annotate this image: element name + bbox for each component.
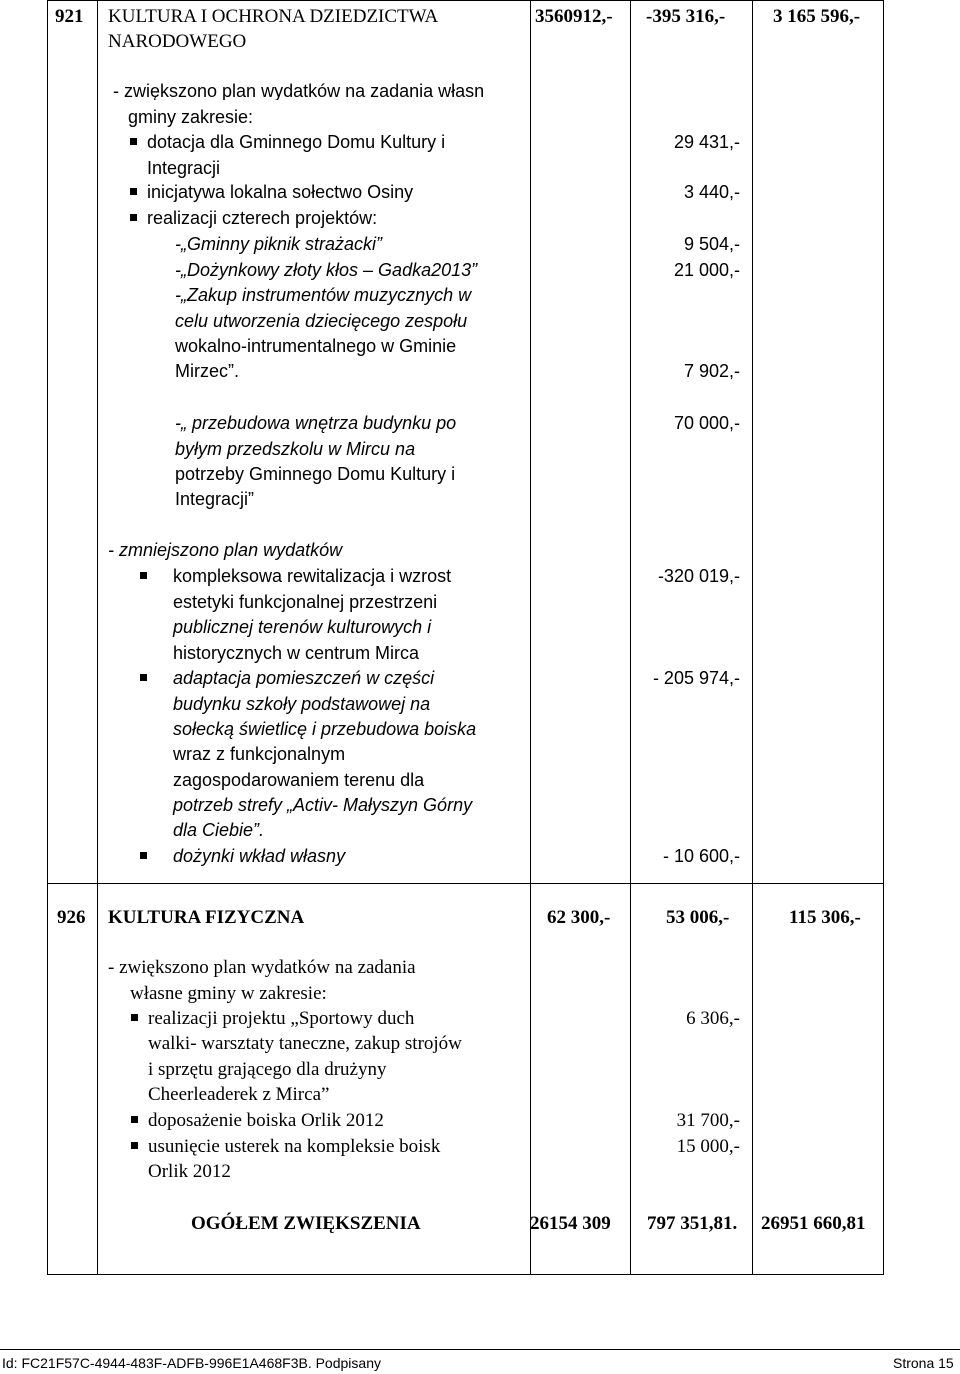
rebuild-line3: potrzeby Gminnego Domu Kultury i: [175, 464, 456, 484]
col-divider-description: [530, 0, 531, 1275]
section-921-title-line1: KULTURA I OCHRONA DZIEDZICTWA: [108, 6, 439, 27]
table-divider-sections: [47, 883, 884, 884]
section-921-title-line2: NARODOWEGO: [108, 31, 247, 52]
project-instrumenty-line4: Mirzec”.: [175, 361, 239, 381]
project-piknik: -„Gminny piknik strażacki”: [175, 234, 383, 254]
bullet-icon: [130, 138, 137, 145]
section-921-plan: 3560912,-: [535, 6, 613, 27]
col-divider-change: [752, 0, 753, 1275]
item-orlik-doposazenie: doposażenie boiska Orlik 2012: [148, 1110, 384, 1131]
rebuild-value: 70 000,-: [673, 413, 740, 433]
total-label: OGÓŁEM ZWIĘKSZENIA: [191, 1213, 421, 1234]
item-dotacja-line2: Integracji: [147, 158, 221, 178]
decrease-rewitalizacja-line2: estetyki funkcjonalnej przestrzeni: [173, 592, 438, 612]
footer-separator: [0, 1349, 960, 1350]
item-sportowy-duch-value: 6 306,-: [686, 1008, 740, 1029]
decrease-dozynki: dożynki wkład własny: [173, 846, 346, 866]
rebuild-line2: byłym przedszkolu w Mircu na: [175, 439, 416, 459]
table-left-border: [47, 0, 48, 1275]
bullet-icon: [140, 852, 147, 859]
decrease-adaptacja-line3: sołecką świetlicę i przebudowa boiska: [173, 719, 477, 739]
section-926-after: 115 306,-: [789, 907, 861, 928]
project-instrumenty-value: 7 902,-: [683, 361, 740, 381]
decrease-adaptacja-line2: budynku szkoły podstawowej na: [173, 694, 431, 714]
project-instrumenty-line3: wokalno-intrumentalnego w Gminie: [175, 336, 457, 356]
section-926-code: 926: [57, 907, 86, 928]
section-921-code: 921: [55, 6, 84, 27]
bullet-icon: [140, 674, 147, 681]
footer-document-id: Id: FC21F57C-4944-483F-ADFB-996E1A468F3B. Podpisany: [2, 1355, 381, 1371]
rebuild-line4: Integracji”: [175, 489, 255, 509]
decrease-dozynki-value: - 10 600,-: [662, 846, 740, 866]
item-inicjatywa-value: 3 440,-: [683, 182, 740, 202]
total-after: 26951 660,81: [761, 1213, 866, 1234]
decrease-adaptacja-line1: adaptacja pomieszczeń w części: [173, 668, 435, 688]
project-dozynkowy: -„Dożynkowy złoty kłos – Gadka2013”: [175, 260, 478, 280]
col-divider-code: [97, 0, 98, 1275]
item-orlik-usterki-value: 15 000,-: [676, 1136, 740, 1157]
decrease-adaptacja-line6: potrzeb strefy „Activ- Małyszyn Górny: [173, 795, 473, 815]
bullet-icon: [131, 1116, 138, 1123]
table-top-border: [47, 0, 884, 1]
col-divider-plan: [630, 0, 631, 1275]
item-sportowy-duch-line3: i sprzętu grającego dla drużyny: [148, 1059, 387, 1080]
section-926-intro-line1: - zwiększono plan wydatków na zadania: [108, 957, 416, 978]
bullet-icon: [130, 214, 137, 221]
project-piknik-value: 9 504,-: [683, 234, 740, 254]
item-orlik-usterki-line2: Orlik 2012: [148, 1161, 231, 1182]
section-921-increase-intro-line1: - zwiększono plan wydatków na zadania własn: [113, 82, 485, 100]
item-sportowy-duch-line1: realizacji projektu „Sportowy duch: [148, 1008, 415, 1029]
section-926-title: KULTURA FIZYCZNA: [108, 907, 305, 928]
section-921-after: 3 165 596,-: [773, 6, 861, 27]
bullet-icon: [131, 1014, 138, 1021]
decrease-rewitalizacja-value: -320 019,-: [657, 566, 740, 586]
decrease-adaptacja-line5: zagospodarowaniem terenu dla: [173, 770, 425, 790]
project-instrumenty-line2: celu utworzenia dziecięcego zespołu: [175, 311, 468, 331]
total-change: 797 351,81.: [647, 1213, 738, 1234]
item-inicjatywa: inicjatywa lokalna sołectwo Osiny: [147, 182, 414, 202]
bullet-icon: [131, 1142, 138, 1149]
section-926-change: 53 006,-: [666, 907, 730, 928]
table-right-border: [883, 0, 884, 1275]
decrease-rewitalizacja-line1: kompleksowa rewitalizacja i wzrost: [173, 566, 452, 586]
decrease-rewitalizacja-line4: historycznych w centrum Mirca: [173, 643, 420, 663]
decrease-adaptacja-line4: wraz z funkcjonalnym: [173, 744, 346, 764]
bullet-icon: [130, 188, 137, 195]
item-dotacja-value: 29 431,-: [673, 132, 740, 152]
rebuild-line1: -„ przebudowa wnętrza budynku po: [175, 413, 457, 433]
bullet-icon: [140, 572, 147, 579]
section-921-increase-intro-line2: gminy zakresie:: [128, 107, 254, 127]
project-instrumenty-line1: -„Zakup instrumentów muzycznych w: [175, 285, 472, 305]
table-bottom-border: [47, 1274, 884, 1275]
decrease-intro: - zmniejszono plan wydatków: [108, 540, 343, 560]
item-orlik-doposazenie-value: 31 700,-: [676, 1110, 740, 1131]
decrease-adaptacja-line7: dla Ciebie”.: [173, 820, 265, 840]
section-921-change: -395 316,-: [646, 6, 726, 27]
section-926-plan: 62 300,-: [547, 907, 611, 928]
decrease-adaptacja-value: - 205 974,-: [652, 668, 740, 688]
total-plan: 26154 309: [530, 1213, 611, 1234]
item-dotacja-line1: dotacja dla Gminnego Domu Kultury i: [147, 132, 446, 152]
item-sportowy-duch-line2: walki- warsztaty taneczne, zakup strojów: [148, 1033, 462, 1054]
project-dozynkowy-value: 21 000,-: [673, 260, 740, 280]
item-sportowy-duch-line4: Cheerleaderek z Mirca”: [148, 1084, 330, 1105]
footer-page-number: Strona 15: [893, 1355, 954, 1371]
decrease-rewitalizacja-line3: publicznej terenów kulturowych i: [173, 617, 432, 637]
section-926-intro-line2: własne gminy w zakresie:: [130, 983, 327, 1004]
item-realizacji-projektow: realizacji czterech projektów:: [147, 208, 378, 228]
item-orlik-usterki-line1: usunięcie usterek na kompleksie boisk: [148, 1136, 441, 1157]
